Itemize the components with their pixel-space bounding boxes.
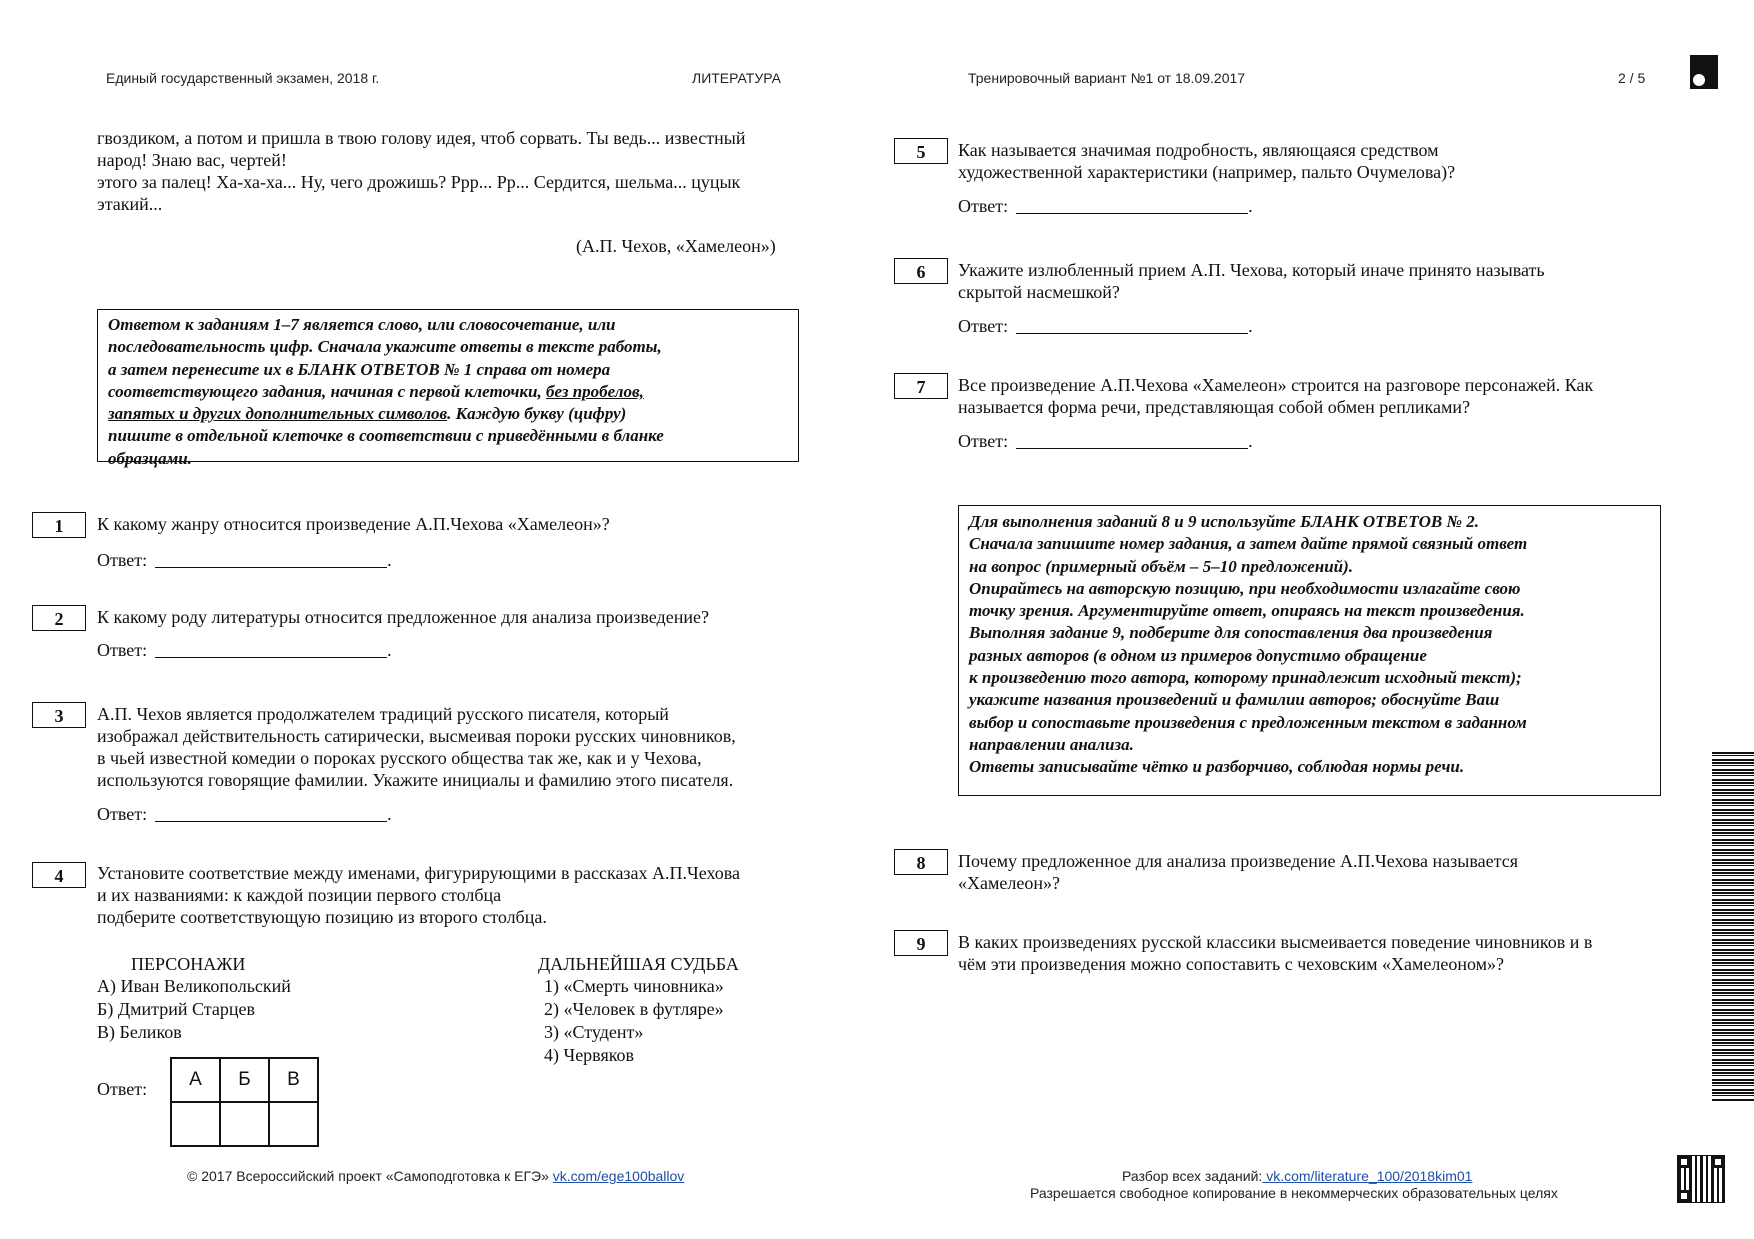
grid-header-cell: А (171, 1058, 220, 1102)
passage-line: гвоздиком, а потом и пришла в твою голову идея, чтоб сорвать. Ты ведь... известный (97, 128, 746, 148)
question-line: изображал действительность сатирически, высмеивая пороки русских чиновников, (97, 726, 736, 746)
instruction-line: Опирайтесь на авторскую позицию, при необходимости излагайте свою (969, 578, 1521, 598)
question-text (958, 374, 1593, 418)
footer-copyright-text: © 2017 Всероссийский проект «Самоподготовка к ЕГЭ» (187, 1168, 553, 1184)
instruction-text: . Каждую букву (цифру) (447, 404, 627, 424)
question-line: Как называется значимая подробность, являющаяся средством (958, 140, 1439, 160)
instruction-line: укажите названия произведений и фамилии авторов; обоснуйте Ваш (969, 690, 1500, 710)
answer-line[interactable]: Ответ: . (958, 196, 1253, 216)
footer-copyright (187, 1168, 684, 1184)
footer-vk-link[interactable]: vk.com/ege100ballov (552, 1168, 685, 1184)
question-text (958, 850, 1518, 894)
answer-blank[interactable] (155, 805, 387, 822)
instruction-line: точку зрения. Аргументируйте ответ, опираясь на текст произведения. (969, 601, 1525, 621)
answer-line[interactable]: Ответ: . (958, 431, 1253, 451)
header-variant: Тренировочный вариант №1 от 18.09.2017 (968, 70, 1246, 86)
question-text (97, 862, 740, 928)
instruction-line: направлении анализа. (969, 734, 1134, 754)
instruction-box-tasks-1-7 (97, 309, 799, 468)
instruction-underlined-text: запятых и других дополнительных символов (108, 404, 448, 424)
passage-line: этакий... (97, 194, 163, 214)
question-line: называется форма речи, представляющая собой обмен репликами? (958, 397, 1470, 417)
instruction-line: разных авторов (в одном из примеров допустимо обращение (969, 645, 1427, 665)
answer-blank[interactable] (1016, 317, 1248, 334)
question-line: Установите соответствие между именами, фигурирующими в рассказах А.П.Чехова (97, 863, 741, 883)
barcode-icon (1712, 752, 1754, 1102)
instruction-line: Ответы записывайте чётко и разборчиво, соблюдая нормы речи. (969, 757, 1465, 777)
qr-code-icon (1678, 1156, 1724, 1202)
question-number-box: 6 (894, 258, 948, 284)
instruction-line (108, 403, 788, 425)
matching-left-header: ПЕРСОНАЖИ (131, 954, 246, 974)
instruction-line: Выполняя задание 9, подберите для сопоставления два произведения (969, 623, 1493, 643)
header-subject: ЛИТЕРАТУРА (692, 70, 781, 86)
matching-left-item: А) Иван Великопольский (97, 976, 291, 996)
answer-blank[interactable] (155, 551, 387, 568)
question-text: К какому роду литературы относится предложенное для анализа произведение? (97, 607, 709, 627)
answer-label: Ответ: (958, 196, 1009, 216)
passage-source: (А.П. Чехов, «Хамелеон») (576, 236, 776, 256)
instruction-line: Для выполнения заданий 8 и 9 используйте БЛАНК ОТВЕТОВ № 2. (969, 512, 1480, 531)
answer-label: Ответ: (958, 316, 1009, 336)
passage-line: народ! Знаю вас, чертей! (97, 150, 287, 170)
grid-answer-cell[interactable] (171, 1102, 220, 1146)
instruction-box-tasks-8-9 (958, 505, 1661, 796)
instruction-line: на вопрос (примерный объём – 5–10 предложений). (969, 556, 1354, 576)
instruction-text: соответствующего задания, начиная с первой клеточки, (108, 381, 547, 401)
grid-answer-cell[interactable] (269, 1102, 318, 1146)
question-text (958, 931, 1592, 975)
question-line: Все произведение А.П.Чехова «Хамелеон» строится на разговоре персонажей. Как (958, 375, 1594, 395)
question-number-box: 7 (894, 373, 948, 399)
instruction-line: Ответом к заданиям 1–7 является слово, или словосочетание, или (108, 315, 616, 334)
header-exam: Единый государственный экзамен, 2018 г. (106, 70, 380, 86)
instruction-line: выбор и сопоставьте произведения с предложенным текстом в заданном (969, 712, 1527, 732)
question-line: используются говорящие фамилии. Укажите инициалы и фамилию этого писателя. (97, 770, 734, 790)
question-line: в чьей известной комедии о пороках русского общества так же, как и у Чехова, (97, 748, 702, 768)
question-text (958, 139, 1455, 183)
answer-label: Ответ: (97, 804, 148, 824)
header-page-number: 2 / 5 (1618, 70, 1646, 86)
question-line: Укажите излюбленный прием А.П. Чехова, который иначе принято называть (958, 260, 1545, 280)
answer-label: Ответ: (97, 640, 148, 660)
question-line: Почему предложенное для анализа произведение А.П.Чехова называется (958, 851, 1518, 871)
instruction-line: последовательность цифр. Сначала укажите ответы в тексте работы, (108, 337, 662, 357)
question-number-box: 8 (894, 849, 948, 875)
question-text (97, 703, 736, 791)
question-number-box: 5 (894, 138, 948, 164)
answer-label: Ответ: (97, 1079, 148, 1099)
instruction-line: пишите в отдельной клеточке в соответствии с приведёнными в бланке (108, 426, 664, 446)
matching-left-item: В) Беликов (97, 1022, 182, 1042)
question-number-box: 9 (894, 930, 948, 956)
footer-copying-notice: Разрешается свободное копирование в некоммерческих образовательных целях (1030, 1185, 1558, 1201)
grid-header-cell: В (269, 1058, 318, 1102)
answer-line[interactable]: Ответ: . (97, 804, 392, 824)
answer-blank[interactable] (155, 641, 387, 658)
grid-header-cell: Б (220, 1058, 269, 1102)
question-number-box: 2 (32, 605, 86, 631)
matching-right-item: 1) «Смерть чиновника» (544, 976, 724, 996)
instruction-line: образцами. (108, 448, 192, 468)
answer-label: Ответ: (97, 550, 148, 570)
matching-right-item: 3) «Студент» (544, 1022, 644, 1042)
question-text: К какому жанру относится произведение А.П.Чехова «Хамелеон»? (97, 514, 610, 534)
instruction-line: к произведению того автора, которому принадлежит исходный текст); (969, 668, 1522, 688)
question-line: скрытой насмешкой? (958, 282, 1120, 302)
footer-analysis-link[interactable]: vk.com/literature_100/2018kim01 (1262, 1168, 1473, 1184)
question-number-box: 4 (32, 862, 86, 888)
question-line: художественной характеристики (например, пальто Очумелова)? (958, 162, 1456, 182)
answer-line[interactable]: Ответ: . (97, 640, 392, 660)
matching-right-header: ДАЛЬНЕЙШАЯ СУДЬБА (538, 954, 739, 974)
question-line: подберите соответствующую позицию из второго столбца. (97, 907, 547, 927)
question-number-box: 1 (32, 512, 86, 538)
answer-grid (170, 1057, 319, 1147)
instruction-line (108, 381, 788, 403)
question-line: чём эти произведения можно сопоставить с чеховским «Хамелеоном»? (958, 954, 1504, 974)
grid-answer-cell[interactable] (220, 1102, 269, 1146)
question-number-box: 3 (32, 702, 86, 728)
answer-label: Ответ: (958, 431, 1009, 451)
matching-left-item: Б) Дмитрий Старцев (97, 999, 255, 1019)
question-line: «Хамелеон»? (958, 873, 1060, 893)
instruction-line: а затем перенесите их в БЛАНК ОТВЕТОВ № 1 справа от номера (108, 359, 611, 379)
footer-analysis-text: Разбор всех заданий: (1122, 1168, 1263, 1184)
question-line: А.П. Чехов является продолжателем традиций русского писателя, который (97, 704, 669, 724)
question-line: и их названиями: к каждой позиции первого столбца (97, 885, 502, 905)
answer-line[interactable]: Ответ: . (97, 550, 392, 570)
answer-blank[interactable] (1016, 197, 1248, 214)
passage-line: этого за палец! Ха-ха-ха... Ну, чего дрожишь? Ррр... Рр... Сердится, шельма... цуцык (97, 172, 741, 192)
question-text (958, 259, 1545, 303)
answer-line[interactable]: Ответ: . (958, 316, 1253, 336)
answer-blank[interactable] (1016, 432, 1248, 449)
corner-mark-icon (1690, 55, 1718, 89)
instruction-line: Сначала запишите номер задания, а затем дайте прямой связный ответ (969, 534, 1528, 554)
matching-right-item: 2) «Человек в футляре» (544, 999, 724, 1019)
question-line: В каких произведениях русской классики высмеивается поведение чиновников и в (958, 932, 1593, 952)
matching-right-item: 4) Червяков (544, 1045, 635, 1065)
instruction-underlined-text: без пробелов, (546, 381, 644, 401)
footer-analysis (1122, 1168, 1472, 1184)
